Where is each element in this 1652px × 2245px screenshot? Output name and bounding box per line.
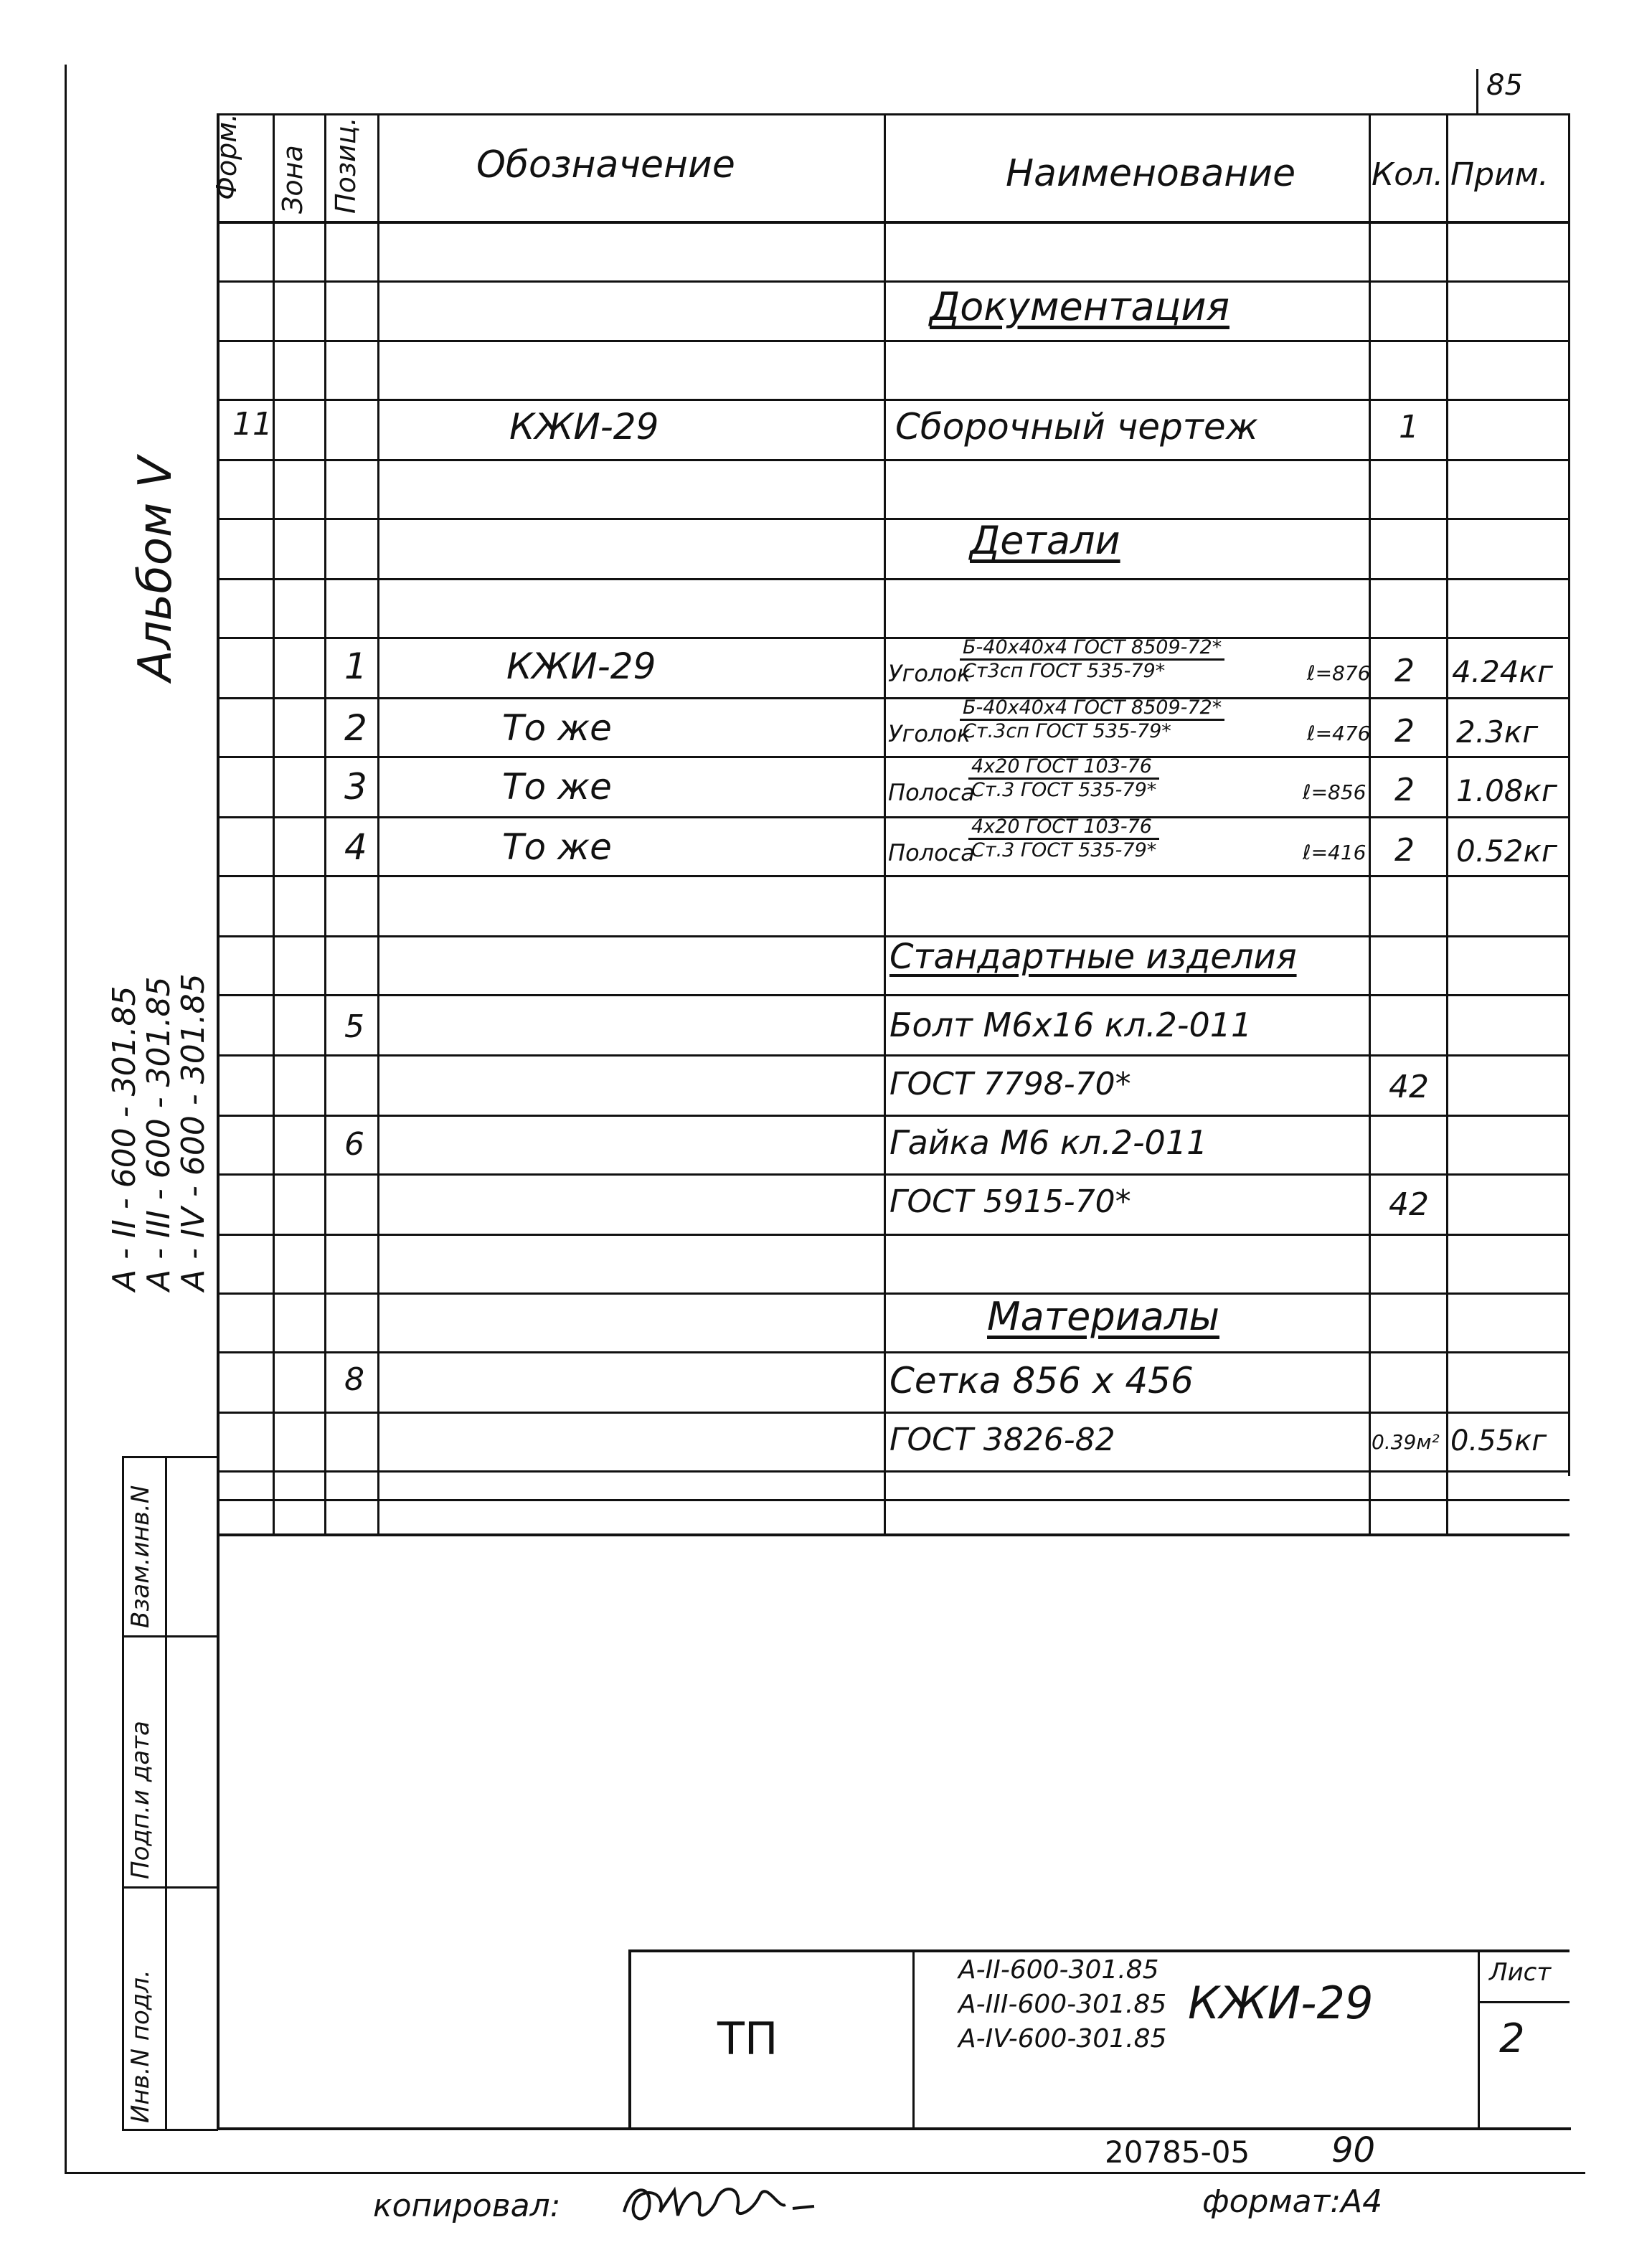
detail-spec-num: Б-40х40х4 ГОСТ 8509-72*	[960, 637, 1224, 661]
detail-name: Уголок	[888, 720, 971, 747]
outer-bottom-border	[65, 2172, 1585, 2174]
detail-pos: 1	[344, 646, 367, 687]
detail-length: ℓ=476	[1307, 722, 1371, 745]
row-line	[217, 756, 1570, 758]
title-block-sheet-left	[1478, 1949, 1480, 2129]
section-materials: Материалы	[987, 1294, 1219, 1339]
row-line	[217, 280, 1570, 283]
material-line1: Сетка 856 х 456	[889, 1360, 1194, 1402]
row-line	[217, 1292, 1570, 1295]
header-position: Позиц.	[330, 117, 362, 214]
detail-pos: 3	[344, 766, 367, 808]
material-note: 0.55кг	[1450, 1424, 1547, 1457]
stamp-line	[122, 2129, 218, 2131]
stamp-line	[122, 1886, 218, 1889]
detail-length: ℓ=416	[1303, 841, 1367, 864]
header-qty: Кол.	[1372, 156, 1444, 193]
side-code-1: А - II - 600 - 301.85	[106, 986, 143, 1291]
row-line	[217, 459, 1570, 461]
detail-length: ℓ=876	[1307, 661, 1371, 685]
detail-note: 4.24кг	[1452, 654, 1553, 689]
detail-note: 1.08кг	[1456, 773, 1557, 808]
header-divider	[217, 221, 1570, 224]
table-top-border	[217, 113, 1570, 115]
detail-name: Уголок	[888, 660, 971, 687]
side-code-2: А - III - 600 - 301.85	[141, 976, 177, 1291]
detail-designation: То же	[502, 707, 612, 749]
col-line	[884, 113, 886, 1535]
standard-qty: 42	[1389, 1186, 1429, 1223]
row-line	[217, 399, 1570, 401]
detail-length: ℓ=856	[1303, 780, 1367, 804]
material-qty: 0.39м²	[1372, 1430, 1440, 1454]
detail-spec	[968, 756, 1159, 801]
detail-spec-den: Ст.3сп ГОСТ 535-79*	[963, 720, 1171, 742]
standard-pos: 6	[344, 1126, 364, 1163]
row-line	[217, 1499, 1570, 1501]
title-block-divider	[912, 1949, 915, 2129]
copier-signature	[617, 2169, 825, 2234]
detail-spec-num: 4х20 ГОСТ 103-76	[968, 756, 1159, 780]
stamp-line	[122, 1456, 218, 1458]
table-bottom-border	[217, 1533, 1570, 1536]
standard-qty: 42	[1389, 1069, 1429, 1105]
title-block-sheet-mid	[1478, 2001, 1570, 2003]
detail-name: Полоса	[888, 779, 975, 806]
detail-note: 0.52кг	[1456, 833, 1557, 869]
col-line	[377, 113, 379, 1535]
row-line	[217, 340, 1570, 342]
row-line	[217, 1234, 1570, 1236]
detail-designation: То же	[502, 826, 612, 868]
detail-qty: 2	[1394, 832, 1415, 869]
detail-qty: 2	[1394, 713, 1415, 750]
detail-pos: 2	[344, 707, 367, 749]
detail-designation: КЖИ-29	[506, 646, 656, 687]
bottom-copied-label: копировал:	[373, 2188, 561, 2224]
detail-name: Полоса	[888, 839, 975, 866]
header-format: Форм.	[211, 113, 242, 200]
stamp-inv-orig: Инв.N подл.	[126, 1970, 155, 2123]
doc-name: Сборочный чертеж	[895, 406, 1258, 448]
row-line	[217, 1470, 1570, 1473]
col-line	[273, 113, 275, 1535]
row-line	[217, 816, 1570, 818]
page-corner-line	[1476, 69, 1478, 113]
page-corner-number: 85	[1486, 69, 1523, 102]
material-pos: 8	[344, 1361, 364, 1398]
outer-left-border	[65, 65, 67, 2173]
col-line	[1369, 113, 1371, 1535]
col-line	[1446, 113, 1448, 1535]
side-code-3: А - IV - 600 - 301.85	[175, 973, 212, 1291]
detail-spec-den: Ст.3 ГОСТ 535-79*	[971, 839, 1157, 861]
section-details: Детали	[970, 518, 1120, 563]
detail-spec-den: Ст3сп ГОСТ 535-79*	[963, 660, 1166, 682]
row-line	[217, 994, 1570, 996]
row-line	[217, 875, 1570, 877]
row-line	[217, 1412, 1570, 1414]
title-tp: ТП	[717, 2013, 778, 2065]
section-documentation: Документация	[930, 284, 1229, 329]
inner-left-border	[217, 113, 220, 2129]
header-name: Наименование	[1006, 152, 1296, 195]
detail-spec	[968, 816, 1159, 861]
detail-spec	[960, 697, 1224, 742]
row-line	[217, 1173, 1570, 1176]
album-label: Альбом V	[129, 456, 182, 681]
title-code-2: А-III-600-301.85	[958, 1990, 1167, 2019]
standard-line2: ГОСТ 7798-70*	[889, 1066, 1131, 1102]
detail-designation: То же	[502, 766, 612, 808]
row-line	[217, 637, 1570, 639]
title-doc: КЖИ-29	[1188, 1977, 1374, 2029]
section-standard: Стандартные изделия	[889, 937, 1297, 977]
stamp-sign-date: Подп.и дата	[126, 1721, 155, 1879]
header-note: Прим.	[1450, 156, 1549, 193]
detail-spec	[960, 637, 1224, 682]
bottom-format: формат:А4	[1202, 2183, 1383, 2220]
title-block-left	[628, 1949, 631, 2129]
doc-designation: КЖИ-29	[509, 406, 659, 448]
standard-line1: Гайка М6 кл.2-011	[889, 1123, 1208, 1162]
doc-format: 11	[232, 406, 273, 443]
row-line	[217, 1351, 1570, 1353]
title-code-3: А-IV-600-301.85	[958, 2024, 1167, 2053]
standard-line2: ГОСТ 5915-70*	[889, 1183, 1131, 1220]
row-line	[217, 1115, 1570, 1117]
header-zone: Зона	[277, 145, 308, 214]
row-line	[217, 1054, 1570, 1057]
row-line	[217, 697, 1570, 699]
row-line	[217, 518, 1570, 520]
row-line	[217, 578, 1570, 580]
header-designation: Обозначение	[476, 143, 735, 186]
stamp-line	[122, 1635, 218, 1637]
detail-spec-num: 4х20 ГОСТ 103-76	[968, 816, 1159, 840]
detail-note: 2.3кг	[1456, 714, 1539, 750]
stamp-line	[165, 1456, 167, 2130]
detail-qty: 2	[1394, 653, 1415, 689]
detail-spec-den: Ст.3 ГОСТ 535-79*	[971, 779, 1157, 801]
col-line	[324, 113, 326, 1535]
right-border	[1568, 113, 1570, 1476]
stamp-replace-inv: Взам.инв.N	[126, 1485, 155, 1628]
detail-qty: 2	[1394, 772, 1415, 808]
title-block-top	[628, 1949, 1570, 1952]
standard-line1: Болт М6х16 кл.2-011	[889, 1006, 1252, 1044]
bottom-number: 20785-05	[1105, 2135, 1250, 2170]
doc-qty: 1	[1399, 409, 1419, 445]
standard-pos: 5	[344, 1008, 364, 1045]
detail-pos: 4	[344, 826, 367, 868]
material-line2: ГОСТ 3826-82	[889, 1422, 1115, 1458]
title-sheet-number: 2	[1499, 2015, 1525, 2062]
stamp-line	[122, 1456, 124, 2130]
detail-spec-num: Б-40х40х4 ГОСТ 8509-72*	[960, 697, 1224, 721]
title-sheet-label: Лист	[1489, 1958, 1552, 1987]
bottom-page: 90	[1331, 2130, 1376, 2170]
title-code-1: А-II-600-301.85	[958, 1955, 1159, 1985]
